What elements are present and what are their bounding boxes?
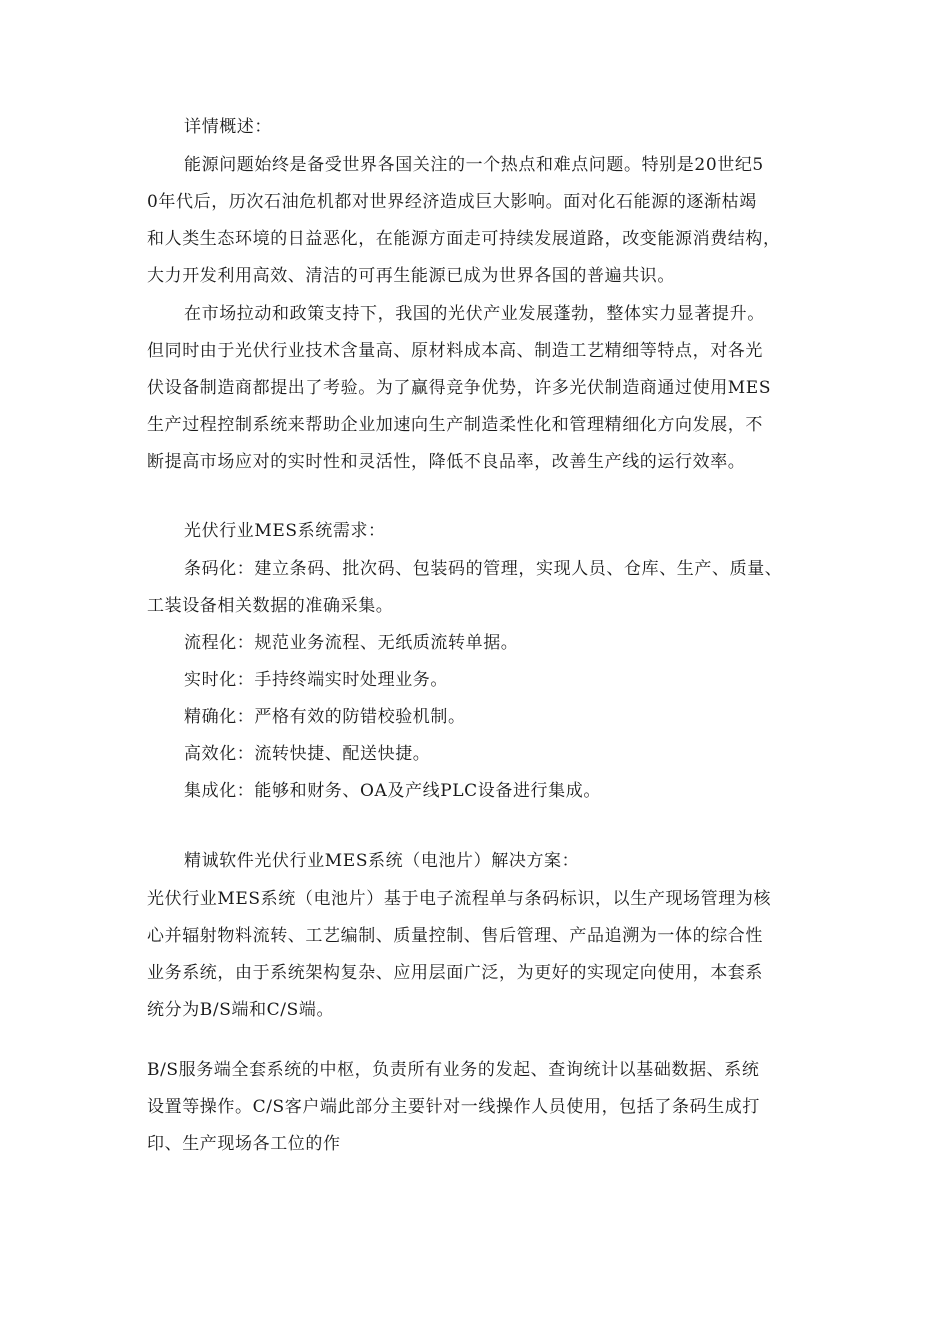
paragraph-line: 心并辐射物料流转、工艺编制、质量控制、售后管理、产品追溯为一体的综合性 — [147, 926, 763, 946]
paragraph-line: B/S服务端全套系统的中枢，负责所有业务的发起、查询统计以基础数据、系统 — [147, 1060, 760, 1080]
list-item: 实时化：手持终端实时处理业务。 — [184, 670, 448, 690]
paragraph-line: 在市场拉动和政策支持下，我国的光伏产业发展蓬勃，整体实力显著提升。 — [184, 304, 765, 324]
section-heading-requirements: 光伏行业MES系统需求： — [184, 521, 386, 541]
paragraph-line: 断提高市场应对的实时性和灵活性，降低不良品率，改善生产线的运行效率。 — [147, 452, 746, 472]
list-item: 高效化：流转快捷、配送快捷。 — [184, 744, 431, 764]
paragraph-line: 印、生产现场各工位的作 — [147, 1134, 341, 1154]
section-heading-solution: 精诚软件光伏行业MES系统（电池片）解决方案： — [184, 851, 580, 871]
paragraph-line: 大力开发利用高效、清洁的可再生能源已成为世界各国的普遍共识。 — [147, 266, 675, 286]
paragraph-line: 0年代后，历次石油危机都对世界经济造成巨大影响。面对化石能源的逐渐枯竭 — [147, 192, 757, 212]
paragraph-line: 和人类生态环境的日益恶化，在能源方面走可持续发展道路，改变能源消费结构， — [147, 229, 781, 249]
paragraph-line: 伏设备制造商都提出了考验。为了赢得竞争优势，许多光伏制造商通过使用MES — [147, 378, 772, 398]
paragraph-line: 光伏行业MES系统（电池片）基于电子流程单与条码标识，以生产现场管理为核 — [147, 889, 772, 909]
paragraph-line: 但同时由于光伏行业技术含量高、原材料成本高、制造工艺精细等特点，对各光 — [147, 341, 763, 361]
paragraph-line: 统分为B/S端和C/S端。 — [147, 1000, 335, 1020]
list-item: 精确化：严格有效的防错校验机制。 — [184, 707, 466, 727]
list-item: 工装设备相关数据的准确采集。 — [147, 596, 394, 616]
paragraph-line: 业务系统，由于系统架构复杂、应用层面广泛，为更好的实现定向使用，本套系 — [147, 963, 763, 983]
paragraph-line: 生产过程控制系统来帮助企业加速向生产制造柔性化和管理精细化方向发展，不 — [147, 415, 763, 435]
list-item: 流程化：规范业务流程、无纸质流转单据。 — [184, 633, 519, 653]
list-item: 条码化：建立条码、批次码、包装码的管理，实现人员、仓库、生产、质量、 — [184, 559, 783, 579]
paragraph-line: 能源问题始终是备受世界各国关注的一个热点和难点问题。特别是20世纪5 — [184, 155, 764, 175]
section-heading-overview: 详情概述： — [184, 117, 272, 137]
paragraph-line: 设置等操作。C/S客户端此部分主要针对一线操作人员使用，包括了条码生成打 — [147, 1097, 760, 1117]
list-item: 集成化：能够和财务、OA及产线PLC设备进行集成。 — [184, 781, 601, 801]
